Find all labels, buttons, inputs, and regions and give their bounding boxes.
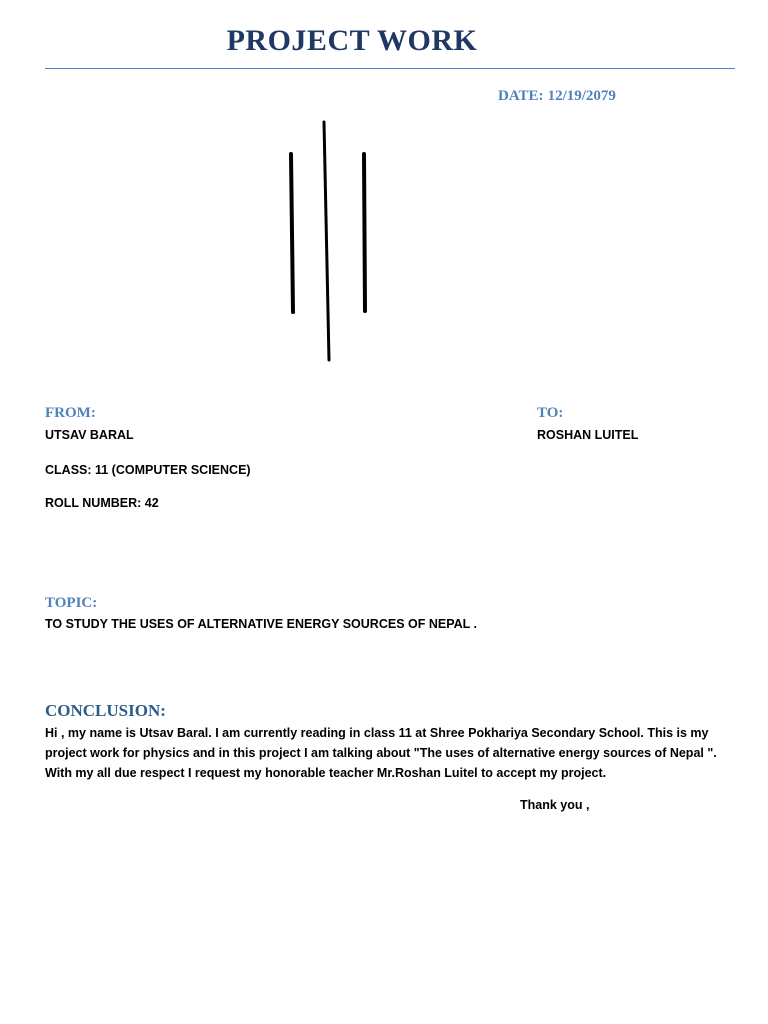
date-label: DATE: bbox=[498, 88, 544, 104]
from-heading: FROM: bbox=[45, 405, 96, 421]
topic-text: TO STUDY THE USES OF ALTERNATIVE ENERGY SOURCES OF NEPAL . bbox=[45, 617, 478, 631]
logo-line-center bbox=[324, 122, 329, 360]
conclusion-text: Hi , my name is Utsav Baral. I am currently reading in class 11 at Shree Pokhariya Secondary School. This is my project work for physics and in this project I am talking about "The uses of alternative energy sources of Nepal ". With my all due respect I request my honorable teacher Mr.Roshan Luitel to accept my project. bbox=[45, 726, 717, 780]
conclusion-heading: CONCLUSION: bbox=[45, 701, 166, 720]
logo-line-right bbox=[364, 154, 365, 311]
date-line bbox=[498, 88, 616, 105]
logo-line-left bbox=[291, 154, 293, 312]
from-roll-number: ROLL NUMBER: 42 bbox=[45, 496, 159, 510]
closing-text: Thank you , bbox=[520, 798, 590, 812]
date-value: 12/19/2079 bbox=[547, 88, 616, 104]
from-class: CLASS: 11 (COMPUTER SCIENCE) bbox=[45, 463, 251, 477]
topic-heading: TOPIC: bbox=[45, 595, 98, 611]
page-title: PROJECT WORK bbox=[226, 24, 478, 57]
to-heading: TO: bbox=[537, 405, 564, 421]
three-vertical-lines-icon bbox=[280, 112, 380, 368]
to-name: ROSHAN LUITEL bbox=[537, 428, 639, 442]
title-divider bbox=[45, 68, 735, 69]
from-name: UTSAV BARAL bbox=[45, 428, 134, 442]
